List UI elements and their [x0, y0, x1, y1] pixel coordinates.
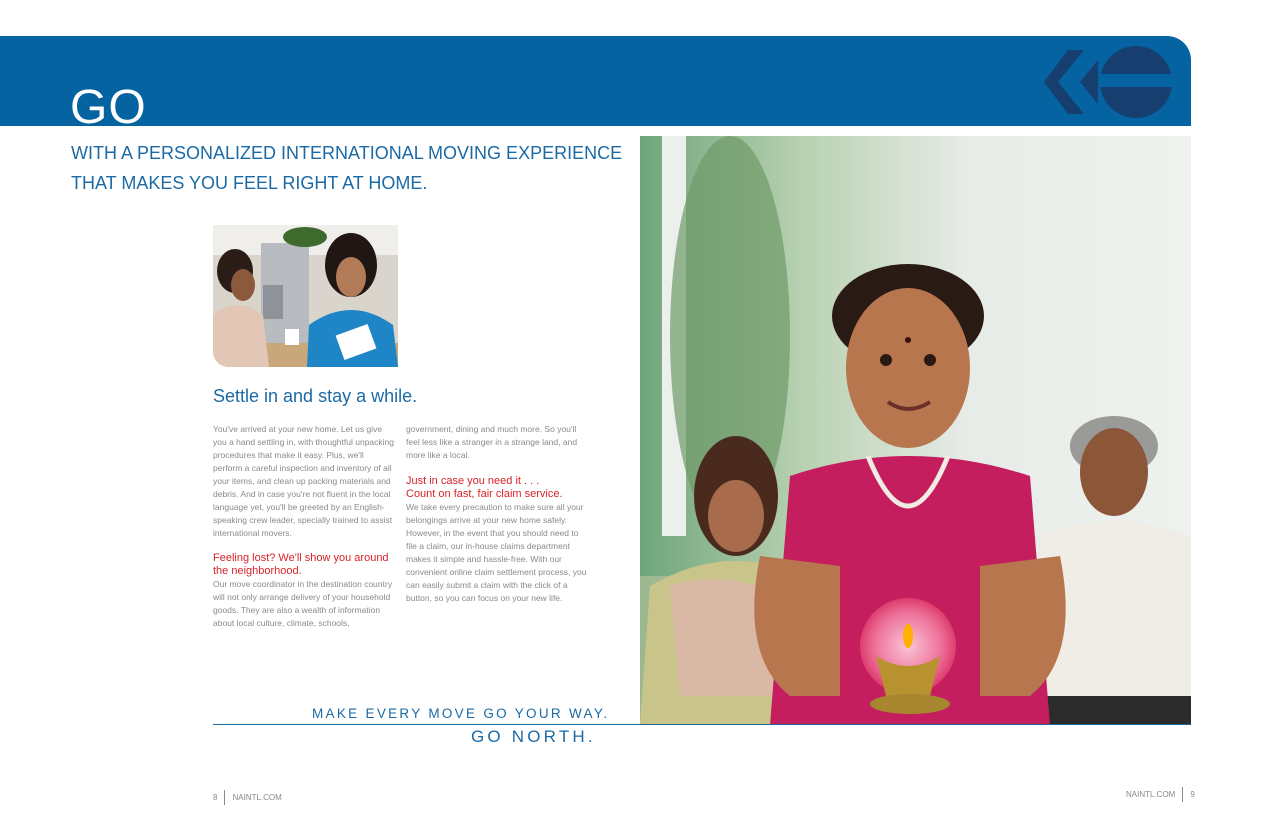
site-link[interactable]: NAINTL.COM [232, 793, 282, 802]
body-paragraph: government, dining and much more. So you'll feel less like a stranger in a strange land, and more like a local. [406, 424, 578, 460]
page-subtitle [71, 138, 631, 198]
body-paragraph: We take every precaution to make sure all your belongings arrive at your new home safely. However, in the event that you should need to file a claim, our in-house claims department makes it simple and hassle-free. With our convenient online claim settlement process, you can easily submit a claim with the click of a button, so you can focus on your new life. [406, 502, 587, 603]
subtitle-line-2: THAT MAKES YOU FEEL RIGHT AT HOME. [71, 173, 428, 193]
page-number: 9 [1190, 790, 1195, 799]
family-photo [640, 136, 1191, 725]
divider [213, 724, 1191, 725]
site-link[interactable]: NAINTL.COM [1126, 790, 1176, 799]
body-paragraph: You've arrived at your new home. Let us give you a hand settling in, with thoughtful unpacking procedures that make it easy. Plus, we'll perform a careful inspection and inventory of all your items, and clean up packing materials and debris. And in case you're not fluent in the local language yet, you'll be greeted by an English-speaking crew leader, specially trained to assist international movers. [213, 424, 394, 538]
header-banner [0, 36, 1191, 126]
tagline-make-every-move: MAKE EVERY MOVE GO YOUR WAY. [312, 706, 610, 721]
tagline-go-north: GO NORTH. [471, 727, 596, 746]
footer-left [213, 790, 282, 805]
page-number: 8 [213, 793, 218, 802]
text-column-left [213, 423, 395, 630]
footer-divider [1182, 787, 1183, 802]
subheading-claims-line-1: Just in case you need it . . . [406, 475, 540, 487]
subheading-claims-line-2: Count on fast, fair claim service. [406, 488, 563, 500]
text-column-right [406, 423, 588, 605]
body-paragraph: Our move coordinator in the destination country will not only arrange delivery of your household goods. They are also a wealth of information about local culture, climate, schools, [213, 579, 393, 628]
footer-right [1126, 787, 1195, 802]
subheading-neighborhood: Feeling lost? We'll show you around the neighborhood. [213, 552, 389, 577]
kitchen-photo [213, 225, 398, 367]
footer-divider [224, 790, 225, 805]
page-title: GO [70, 84, 147, 126]
subtitle-line-1: WITH A PERSONALIZED INTERNATIONAL MOVING EXPERIENCE [71, 143, 623, 163]
section-heading: Settle in and stay a while. [213, 386, 418, 406]
north-logo-icon [1040, 46, 1180, 118]
